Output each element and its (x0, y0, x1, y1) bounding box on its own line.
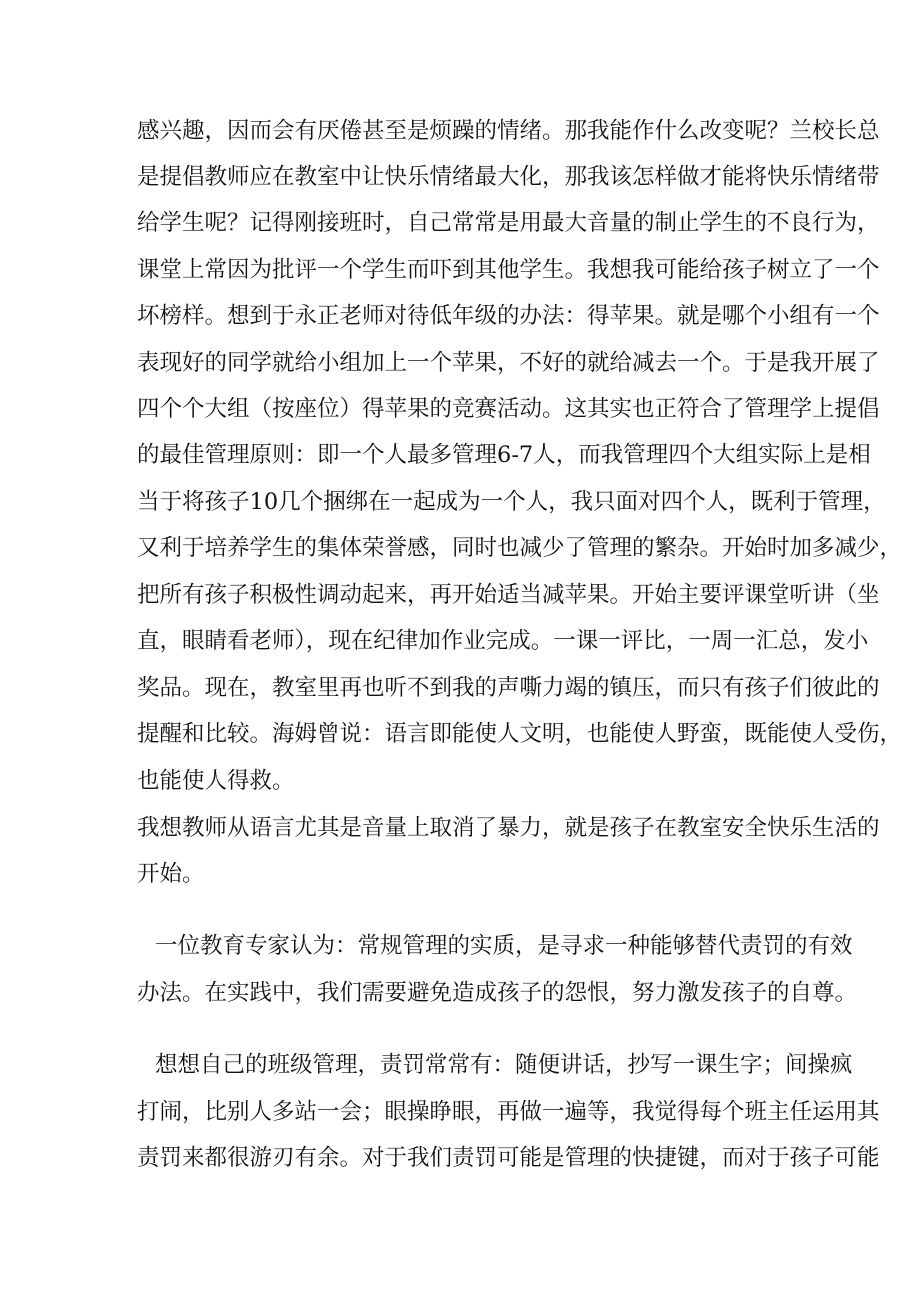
text-line: 是提倡教师应在教室中让快乐情绪最大化，那我该怎样做才能将快乐情绪带 (137, 164, 880, 190)
text-line: 的最佳管理原则：即一个人最多管理6-7人，而我管理四个大组实际上是相 (137, 442, 871, 468)
text-line: 把所有孩子积极性调动起来，再开始适当减苹果。开始主要评课堂听讲（坐 (137, 582, 880, 608)
text-line: 开始。 (137, 861, 205, 887)
text-line: 打闹，比别人多站一会；眼操睁眼，再做一遍等，我觉得每个班主任运用其 (137, 1099, 880, 1125)
text-line: 一位教育专家认为：常规管理的实质，是寻求一种能够替代责罚的有效 (155, 933, 853, 959)
text-line: 坏榜样。想到于永正老师对待低年级的办法：得苹果。就是哪个小组有一个 (137, 303, 880, 329)
text-line: 我想教师从语言尤其是音量上取消了暴力，就是孩子在教室安全快乐生活的 (137, 815, 880, 841)
text-line: 办法。在实践中，我们需要避免造成孩子的怨恨，努力激发孩子的自尊。 (137, 980, 858, 1006)
text-line: 表现好的同学就给小组加上一个苹果，不好的就给减去一个。于是我开展了 (137, 350, 880, 376)
text-line: 给学生呢？记得刚接班时，自己常常是用最大音量的制止学生的不良行为， (137, 210, 880, 236)
text-line: 想想自己的班级管理，责罚常常有：随便讲话，抄写一课生字；间操疯 (155, 1052, 853, 1078)
text-line: 提醒和比较。海姆曾说：语言即能使人文明，也能使人野蛮，既能使人受伤， (137, 721, 903, 747)
text-line: 感兴趣，因而会有厌倦甚至是烦躁的情绪。那我能作什么改变呢？兰校长总 (137, 118, 880, 144)
text-line: 也能使人得救。 (137, 768, 295, 794)
text-line: 奖品。现在，教室里再也听不到我的声嘶力竭的镇压，而只有孩子们彼此的 (137, 675, 880, 701)
text-line: 直，眼睛看老师），现在纪律加作业完成。一课一评比，一周一汇总，发小 (137, 628, 869, 654)
text-line: 当于将孩子10几个捆绑在一起成为一个人，我只面对四个人，既利于管理， (137, 489, 886, 515)
text-line: 课堂上常因为批评一个学生而吓到其他学生。我想我可能给孩子树立了一个 (137, 257, 880, 283)
text-line: 责罚来都很游刃有余。对于我们责罚可能是管理的快捷键，而对于孩子可能 (137, 1145, 880, 1171)
text-line: 又利于培养学生的集体荣誉感，同时也减少了管理的繁杂。开始时加多减少， (137, 535, 903, 561)
text-line: 四个个大组（按座位）得苹果的竞赛活动。这其实也正符合了管理学上提倡 (137, 396, 880, 422)
